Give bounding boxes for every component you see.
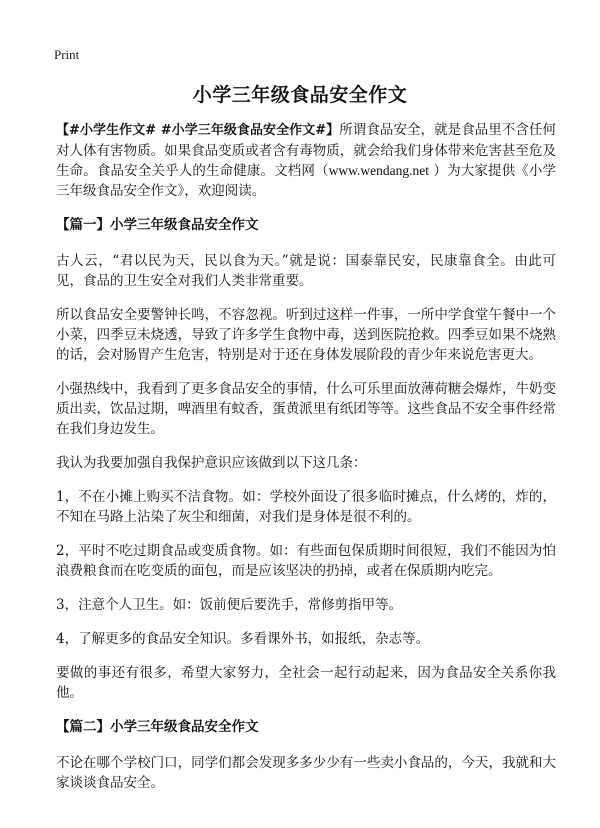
paragraph: 小强热线中，我看到了更多食品安全的事情，什么可乐里面放薄荷糖会爆炸，牛奶变质出卖，饮品过期，啤酒里有蚊香，蛋黄派里有纸团等等。这些食品不安全事件经常在我们身边发生。 xyxy=(56,381,556,437)
paragraph: 古人云，“君以民为天，民以食为天。”就是说：国泰靠民安，民康靠食全。由此可见，食品的卫生安全对我们人类非常重要。 xyxy=(56,253,556,289)
section-heading-1: 【篇一】小学三年级食品安全作文 xyxy=(56,217,259,233)
intro-text-end: ）为大家提供《小学三年级食品安全作文》，欢迎阅读。 xyxy=(56,163,556,199)
document-body xyxy=(56,120,556,807)
list-item: 1，不在小摊上购买不洁食物。如：学校外面设了很多临时摊点，什么烤的，炸的，不知在马路上沾染了灰尘和细菌，对我们是身体是很不利的。 xyxy=(56,489,556,525)
paragraph: 所以食品安全要警钟长鸣，不容忽视。听到过这样一件事，一所中学食堂午餐中一个小菜，四季豆未烧透，导致了许多学生食物中毒，送到医院抢救。四季豆如果不烧熟的话，会对肠胃产生危害，特别是对于还在身体发展阶段的青少年来说危害更大。 xyxy=(56,307,556,363)
paragraph: 我认为我要加强自我保护意识应该做到以下这几条： xyxy=(56,455,367,471)
print-link[interactable]: Print xyxy=(54,47,80,62)
paragraph: 不论在哪个学校门口，同学们都会发现多多少少有一些卖小食品的，今天，我就和大家谈谈食品安全。 xyxy=(56,755,556,791)
list-item: 3，注意个人卫生。如：饭前便后要洗手，常修剪指甲等。 xyxy=(56,597,403,613)
intro-url: www.wendang.net xyxy=(328,163,430,178)
section-heading-2: 【篇二】小学三年级食品安全作文 xyxy=(56,719,259,735)
intro-tag: 【#小学生作文# #小学三年级食品安全作文#】 xyxy=(56,123,340,138)
intro-text: 所谓食品安全，就是食品里不含任何对人体有害物质。如果食品变质或者含有毒物质，就会给我们身体带来危害甚至危及生命。食品安全关乎人的生命健康。文档网（ xyxy=(56,122,557,179)
list-item: 4，了解更多的食品安全知识。多看课外书，如报纸，杂志等。 xyxy=(56,631,430,647)
list-item: 2，平时不吃过期食品或变质食物。如：有些面包保质期时间很短，我们不能因为怕浪费粮食而在吃变质的面包，而是应该坚决的扔掉，或者在保质期内吃完。 xyxy=(56,543,556,579)
document-title: 小学三年级食品安全作文 xyxy=(192,84,408,106)
paragraph: 要做的事还有很多，希望大家努力，全社会一起行动起来，因为食品安全关系你我他。 xyxy=(56,665,556,701)
intro-paragraph xyxy=(56,120,556,201)
